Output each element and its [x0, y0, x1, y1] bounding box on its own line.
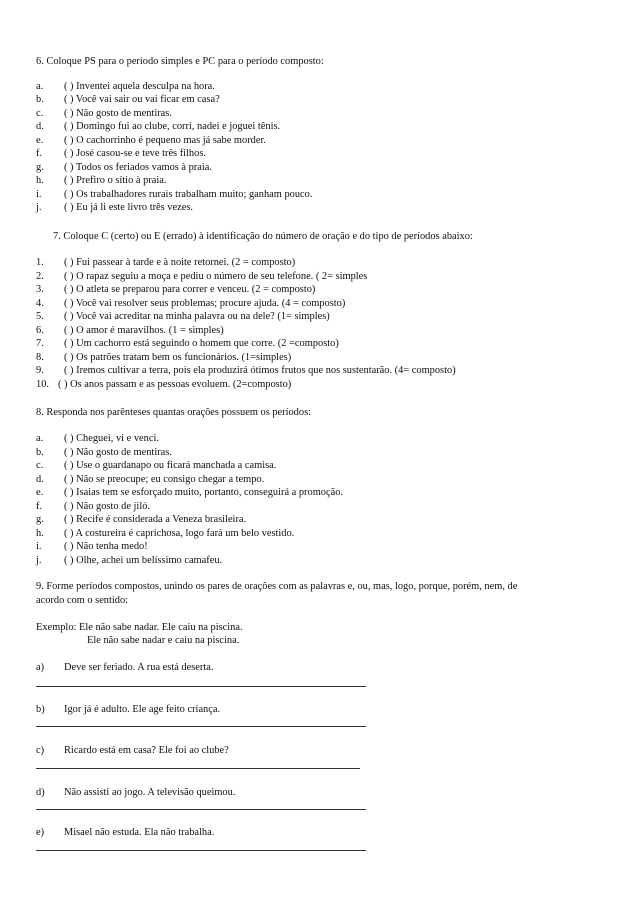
- q8-item: [36, 554, 222, 567]
- q6-item: [36, 120, 280, 133]
- q7-item-label: 9.: [36, 365, 44, 376]
- q8-item: [36, 446, 172, 459]
- q7-item-text: ( ) Iremos cultivar a terra, pois ela produzirá ótimos frutos que nos sustentarão. (4= composto): [64, 365, 456, 376]
- q8-item: [36, 527, 294, 540]
- q6-item-text: ( ) Prefiro o sítio à praia.: [64, 175, 167, 186]
- q6-item-label: j.: [36, 202, 42, 213]
- q8-item-text: ( ) A costureira é caprichosa, logo fará um belo vestido.: [64, 528, 295, 539]
- q7-item: [36, 256, 295, 269]
- q6-item: [36, 134, 266, 147]
- q6-item-text: ( ) Todos os feriados vamos à praia.: [64, 162, 212, 173]
- q6-title: 6. Coloque PS para o período simples e PC para o período composto:: [36, 56, 324, 67]
- q9-item-text: Ricardo está em casa? Ele foi ao clube?: [64, 745, 229, 756]
- q7-item-text: ( ) Os patrões tratam bem os funcionários. (1=simples): [64, 352, 292, 363]
- q8-item-label: a.: [36, 433, 44, 444]
- answer-line[interactable]: [36, 768, 360, 769]
- q6-item: [36, 161, 212, 174]
- q8-item-text: ( ) Não se preocupe; eu consigo chegar a tempo.: [64, 474, 265, 485]
- q7-item: [36, 297, 345, 310]
- q7-item: [36, 324, 224, 337]
- q6-item: [36, 107, 172, 120]
- q6-item-label: e.: [36, 135, 44, 146]
- q9-item: [36, 744, 229, 757]
- q8-item-text: ( ) Recife é considerada a Veneza brasileira.: [64, 514, 247, 525]
- q6-item-label: h.: [36, 175, 44, 186]
- q6-item: [36, 201, 193, 214]
- q6-item-text: ( ) Não gosto de mentiras.: [64, 108, 172, 119]
- q8-item-text: ( ) Cheguei, vi e venci.: [64, 433, 159, 444]
- q6-item-label: d.: [36, 121, 44, 132]
- q8-item-text: ( ) Não tenha medo!: [64, 541, 148, 552]
- q9-item: [36, 826, 214, 839]
- q7-item-label: 4.: [36, 298, 44, 309]
- q8-item-label: i.: [36, 541, 42, 552]
- q8-item-label: c.: [36, 460, 44, 471]
- q6-item-text: ( ) Você vai sair ou vai ficar em casa?: [64, 94, 220, 105]
- q8-item-label: j.: [36, 555, 42, 566]
- q7-item: [36, 283, 315, 296]
- q9-example-line-1: Exemplo: Ele não sabe nadar. Ele caiu na piscina.: [36, 622, 243, 633]
- q6-item-text: ( ) Os trabalhadores rurais trabalham muito; ganham pouco.: [64, 189, 313, 200]
- q9-item-text: Deve ser feriado. A rua está deserta.: [64, 662, 214, 673]
- q7-item-label: 3.: [36, 284, 44, 295]
- q6-item: [36, 147, 206, 160]
- q8-item-text: ( ) Olhe, achei um belíssimo camafeu.: [64, 555, 223, 566]
- q7-item: [36, 351, 291, 364]
- q8-item-text: ( ) Use o guardanapo ou ficará manchada a camisa.: [64, 460, 277, 471]
- q7-item-text: ( ) Você vai acreditar na minha palavra ou na dele? (1= simples): [64, 311, 330, 322]
- q7-item: [36, 364, 456, 377]
- q9-item-text: Misael não estuda. Ela não trabalha.: [64, 827, 215, 838]
- q6-item-label: c.: [36, 108, 44, 119]
- q9-item-label: a): [36, 662, 45, 673]
- q6-item-label: g.: [36, 162, 44, 173]
- q9-item: [36, 703, 220, 716]
- q7-item-text: ( ) O amor é maravilhos. (1 = simples): [64, 325, 224, 336]
- q8-item: [36, 459, 276, 472]
- q6-item-text: ( ) Domingo fui ao clube, corri, nadei e joguei tênis.: [64, 121, 281, 132]
- q8-item-label: h.: [36, 528, 44, 539]
- q7-item-label: 2.: [36, 271, 44, 282]
- q7-item-label: 7.: [36, 338, 44, 349]
- q8-item: [36, 540, 148, 553]
- q7-title: 7. Coloque C (certo) ou E (errado) à identificação do número de oração e do tipo de períodos abaixo:: [53, 231, 473, 242]
- q9-title-line-1: 9. Forme períodos compostos, unindo os pares de orações com as palavras e, ou, mas, logo, porque, porém, nem, de: [36, 581, 518, 592]
- q6-item: [36, 80, 215, 93]
- q7-item-label: 1.: [36, 257, 44, 268]
- q8-item-label: g.: [36, 514, 44, 525]
- q8-item: [36, 486, 343, 499]
- q9-item-text: Igor já é adulto. Ele age feito criança.: [64, 704, 221, 715]
- q8-item-label: e.: [36, 487, 44, 498]
- q9-title-line-2: acordo com o sentido:: [36, 595, 129, 606]
- q6-item: [36, 188, 312, 201]
- q7-item: [36, 310, 330, 323]
- q9-item-label: d): [36, 787, 45, 798]
- q9-item: [36, 786, 235, 799]
- q6-item-text: ( ) José casou-se e teve três filhos.: [64, 148, 206, 159]
- answer-line[interactable]: [36, 850, 366, 851]
- q6-item-label: i.: [36, 189, 42, 200]
- answer-line[interactable]: [36, 686, 366, 687]
- q6-item-label: b.: [36, 94, 44, 105]
- q7-item: [36, 270, 367, 283]
- q9-example-line-2: Ele não sabe nadar e caiu na piscina.: [87, 635, 240, 646]
- q8-item: [36, 500, 150, 513]
- q8-item-label: d.: [36, 474, 44, 485]
- q7-item-text: ( ) Um cachorro está seguindo o homem que corre. (2 =composto): [64, 338, 339, 349]
- q9-item-label: e): [36, 827, 45, 838]
- q6-item-text: ( ) O cachorrinho é pequeno mas já sabe morder.: [64, 135, 266, 146]
- q7-item-text: ( ) O rapaz seguiu a moça e pediu o número de seu telefone. ( 2= simples: [64, 271, 368, 282]
- q7-item: [36, 337, 339, 350]
- q7-item-text: ( ) Os anos passam e as pessoas evoluem. (2=composto): [58, 379, 292, 390]
- q9-item: [36, 661, 213, 674]
- q6-item-text: ( ) Inventei aquela desculpa na hora.: [64, 81, 215, 92]
- q8-item: [36, 513, 246, 526]
- q8-item-text: ( ) Não gosto de jiló.: [64, 501, 150, 512]
- q7-item-label: 8.: [36, 352, 44, 363]
- q7-item-label: 6.: [36, 325, 44, 336]
- q7-item-label: 10.: [36, 379, 49, 390]
- q8-item-label: b.: [36, 447, 44, 458]
- q9-item-label: c): [36, 745, 45, 756]
- q9-item-label: b): [36, 704, 45, 715]
- q7-item-text: ( ) Fui passear à tarde e à noite retornei. (2 = composto): [64, 257, 296, 268]
- answer-line[interactable]: [36, 726, 366, 727]
- q6-item-label: f.: [36, 148, 43, 159]
- q6-item-label: a.: [36, 81, 44, 92]
- q8-title: 8. Responda nos parênteses quantas orações possuem os períodos:: [36, 407, 312, 418]
- q7-item-text: ( ) Você vai resolver seus problemas; procure ajuda. (4 = composto): [64, 298, 346, 309]
- q7-item: [36, 378, 291, 391]
- q8-item-label: f.: [36, 501, 43, 512]
- q6-item-text: ( ) Eu já li este livro três vezes.: [64, 202, 193, 213]
- q8-item: [36, 432, 159, 445]
- q8-item: [36, 473, 264, 486]
- answer-line[interactable]: [36, 809, 366, 810]
- q6-item: [36, 174, 166, 187]
- q9-item-text: Não assisti ao jogo. A televisão queimou.: [64, 787, 236, 798]
- q8-item-text: ( ) Não gosto de mentiras.: [64, 447, 172, 458]
- q7-item-label: 5.: [36, 311, 44, 322]
- q7-item-text: ( ) O atleta se preparou para correr e venceu. (2 = composto): [64, 284, 316, 295]
- q8-item-text: ( ) Isaias tem se esforçado muito, portanto, conseguirá a promoção.: [64, 487, 344, 498]
- q6-item: [36, 93, 220, 106]
